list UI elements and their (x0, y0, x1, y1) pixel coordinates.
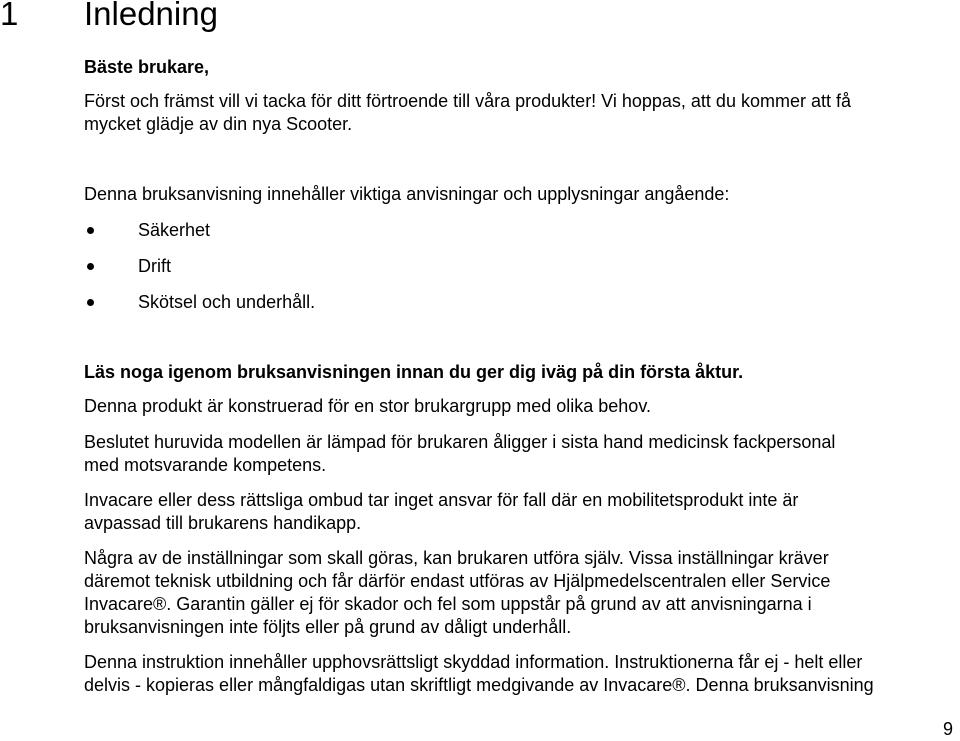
bullet-text: Drift (138, 256, 171, 276)
page-number: 9 (942, 719, 953, 739)
para-settings-line-3: Invacare®. Garantin gäller ej för skador och fel som uppstår på grund av att anvisningarna i (84, 594, 812, 614)
bullet-icon (87, 299, 94, 306)
bullet-text: Säkerhet (138, 220, 211, 240)
greeting: Bäste brukare, (84, 57, 210, 77)
bullet-text: Skötsel och underhåll. (138, 292, 316, 312)
bullet-icon (87, 227, 94, 234)
read-notice: Läs noga igenom bruksanvisningen innan du ger dig iväg på din första åktur. (84, 362, 744, 382)
para-copyright-line-2: delvis - kopieras eller mångfaldigas utan skriftligt medgivande av Invacare®. Denna bruksanvisning (84, 675, 874, 695)
contents-intro: Denna bruksanvisning innehåller viktiga anvisningar och upplysningar angående: (84, 184, 730, 204)
para-liability-line-2: avpassad till brukarens handikapp. (84, 513, 362, 533)
section-heading (0, 0, 218, 34)
section-title: Inledning (84, 0, 218, 32)
bullet-icon (87, 263, 94, 270)
para-copyright-line-1: Denna instruktion innehåller upphovsrättsligt skyddad information. Instruktionerna får ej - helt eller (84, 652, 863, 672)
intro-line-2: mycket glädje av din nya Scooter. (84, 114, 353, 134)
para-decision-line-2: med motsvarande kompetens. (84, 455, 327, 475)
para-settings-line-1: Några av de inställningar som skall göras, kan brukaren utföra själv. Vissa inställningar kräver (84, 548, 829, 568)
para-liability-line-1: Invacare eller dess rättsliga ombud tar inget ansvar för fall där en mobilitetsprodukt inte är (84, 490, 799, 510)
section-number: 1 (0, 0, 19, 32)
para-target-group: Denna produkt är konstruerad för en stor brukargrupp med olika behov. (84, 396, 651, 416)
para-settings-line-2: däremot teknisk utbildning och får därför endast utföras av Hjälpmedelscentralen eller Service (84, 571, 831, 591)
para-settings-line-4: bruksanvisningen inte följts eller på grund av dåligt underhåll. (84, 617, 572, 637)
intro-line-1: Först och främst vill vi tacka för ditt förtroende till våra produkter! Vi hoppas, att du kommer att få (84, 91, 851, 111)
para-decision-line-1: Beslutet huruvida modellen är lämpad för brukaren åligger i sista hand medicinsk fackpersonal (84, 432, 836, 452)
